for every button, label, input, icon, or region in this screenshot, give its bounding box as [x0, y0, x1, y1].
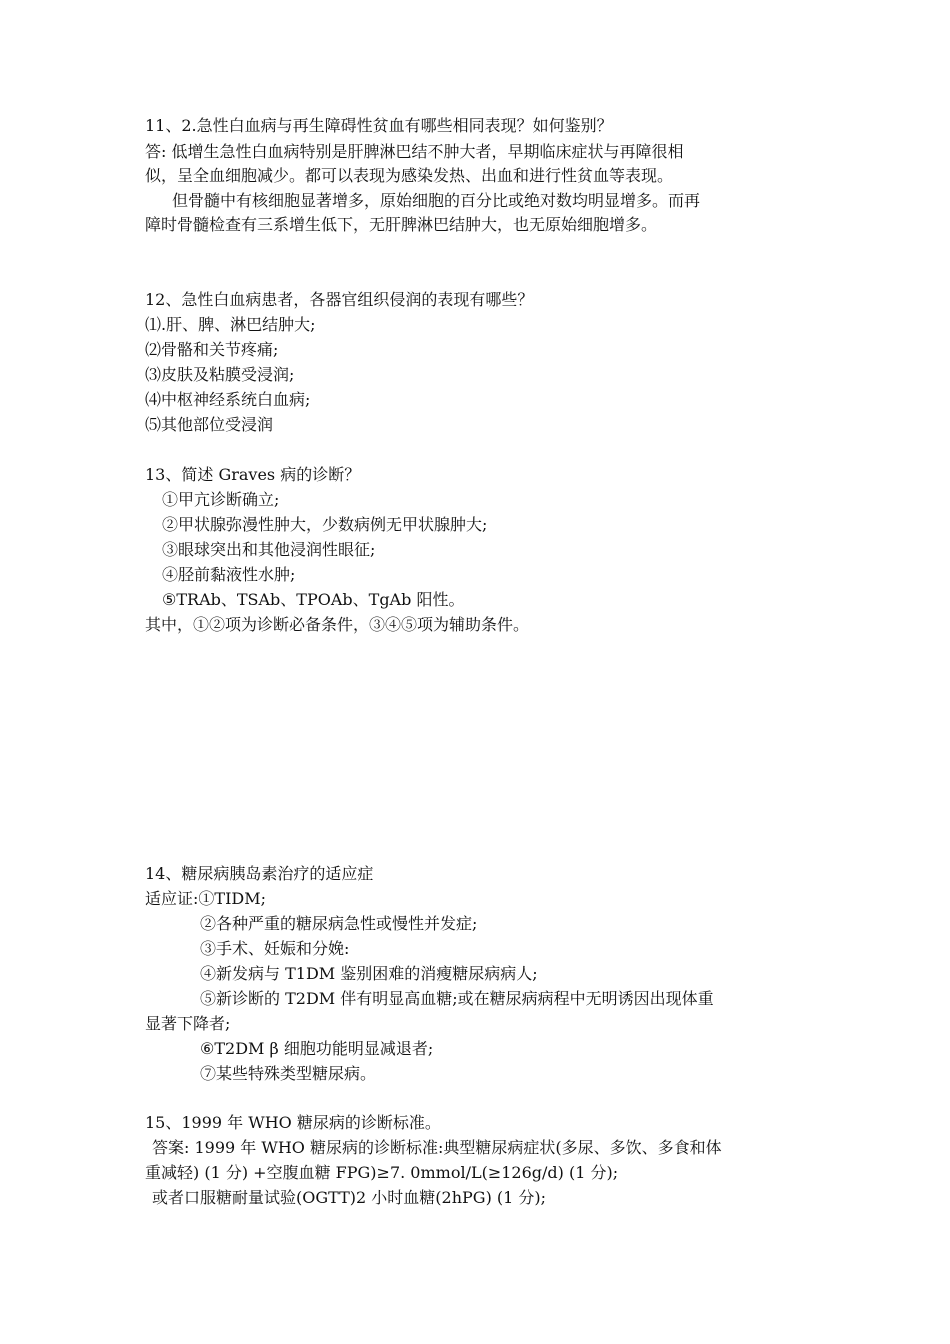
q14-line-1: 适应证:①TIDM;: [145, 889, 266, 908]
q11-answer-line-1: 答: 低增生急性白血病特别是肝脾淋巴结不肿大者，早期临床症状与再障很相: [145, 142, 684, 161]
q14-line-7: ⑥T2DM β 细胞功能明显减退者;: [200, 1039, 434, 1058]
q11-answer-line-4: 障时骨髓检查有三系增生低下，无肝脾淋巴结肿大，也无原始细胞增多。: [145, 215, 658, 234]
q13-item: ①甲亢诊断确立;: [162, 490, 280, 509]
q12-title: 12、急性白血病患者，各器官组织侵润的表现有哪些？: [145, 290, 534, 309]
q14-line-5: ⑤新诊断的 T2DM 伴有明显高血糖;或在糖尿病病程中无明诱因出现体重: [200, 989, 714, 1008]
q14-title: 14、糖尿病胰岛素治疗的适应症: [145, 864, 374, 883]
q11-answer-line-2: 似，呈全血细胞减少。都可以表现为感染发热、出血和进行性贫血等表现。: [145, 166, 674, 185]
q12-item: ⑵骨骼和关节疼痛;: [145, 340, 279, 359]
q15-line-1: 答案: 1999 年 WHO 糖尿病的诊断标准:典型糖尿病症状(多尿、多饮、多食和体: [152, 1138, 722, 1157]
q11-answer-line-3: 但骨髓中有核细胞显著增多，原始细胞的百分比或绝对数均明显增多。而再: [172, 191, 701, 210]
q14-line-2: ②各种严重的糖尿病急性或慢性并发症;: [200, 914, 478, 933]
q13-title: 13、简述 Graves 病的诊断？: [145, 465, 361, 484]
q11-title: 11、2.急性白血病与再生障碍性贫血有哪些相同表现？如何鉴别？: [145, 116, 613, 135]
q12-item: ⑷中枢神经系统白血病;: [145, 390, 311, 409]
q13-item: ③眼球突出和其他浸润性眼征;: [162, 540, 376, 559]
q13-item: ②甲状腺弥漫性肿大，少数病例无甲状腺肿大;: [162, 515, 488, 534]
q13-item: ④胫前黏液性水肿;: [162, 565, 296, 584]
q14-line-8: ⑦某些特殊类型糖尿病。: [200, 1064, 377, 1083]
q12-item: ⑸其他部位受浸润: [145, 415, 274, 434]
q13-note: 其中，①②项为诊断必备条件，③④⑤项为辅助条件。: [145, 615, 530, 634]
q14-line-4: ④新发病与 T1DM 鉴别困难的消瘦糖尿病病人;: [200, 964, 538, 983]
q15-line-3: 或者口服糖耐量试验(OGTT)2 小时血糖(2hPG) (1 分);: [152, 1188, 547, 1207]
q12-item: ⑶皮肤及粘膜受浸润;: [145, 365, 295, 384]
q12-item: ⑴.肝、脾、淋巴结肿大;: [145, 315, 316, 334]
q13-item: ⑤TRAb、TSAb、TPOAb、TgAb 阳性。: [162, 590, 465, 609]
q14-line-3: ③手术、妊娠和分娩:: [200, 939, 350, 958]
q15-line-2: 重减轻) (1 分) +空腹血糖 FPG)≥7. 0mmol/L(≥126g/d) (1 分);: [145, 1163, 619, 1182]
q15-title: 15、1999 年 WHO 糖尿病的诊断标准。: [145, 1113, 441, 1132]
q14-line-6: 显著下降者;: [145, 1014, 231, 1033]
